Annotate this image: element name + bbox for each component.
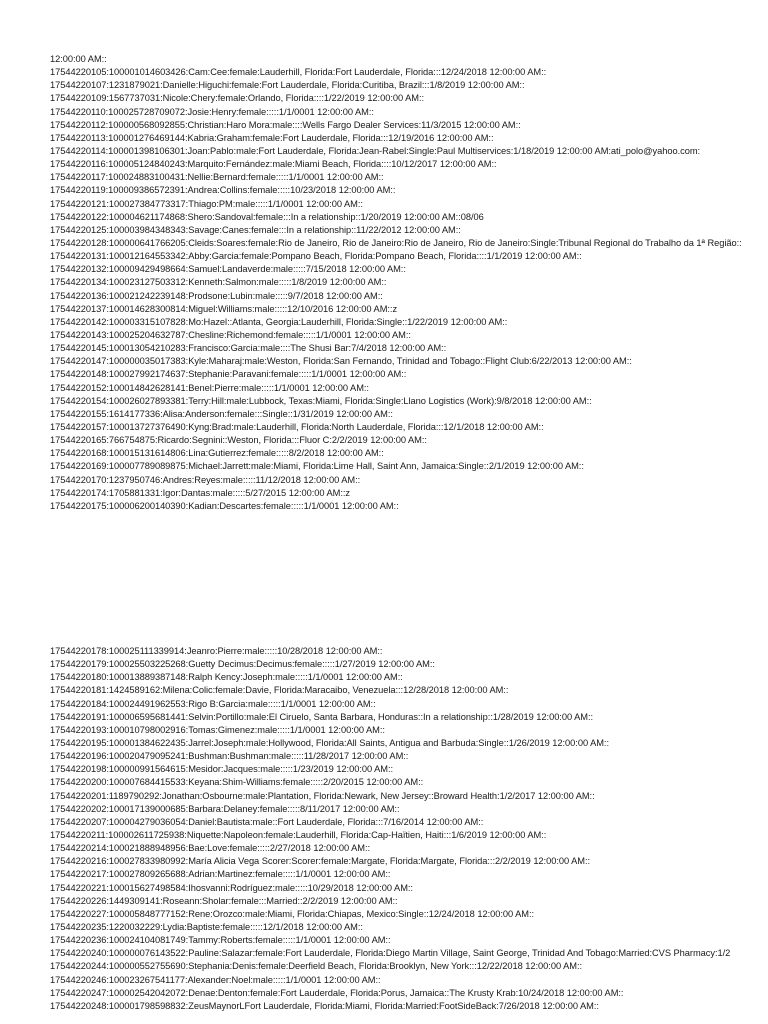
record-line: 17544220105:100001014603426:Cam:Cee:female:Lauderhill, Florida:Fort Lauderdale, Florida:::12/24/2018 12:00:00 AM:: (50, 67, 547, 78)
record-line: 17544220181:1424589162:Milena:Colic:female:Davie, Florida:Maracaibo, Venezuela:::12/28/2018 12:00:00 AM:: (50, 685, 509, 696)
record-line: 17544220119:100009386572391:Andrea:Collins:female:::::10/23/2018 12:00:00 AM:: (50, 185, 396, 196)
record-line: 17544220132:100009429498664:Samuel:Landaverde:male:::::7/15/2018 12:00:00 AM:: (50, 264, 406, 275)
record-line: 12:00:00 AM:: (50, 54, 107, 64)
record-line: 17544220154:100026027893381:Terry:Hill:male:Lubbock, Texas:Miami, Florida:Single:Llano Logistics (Work):9/8/2018 12:00:00 AM:: (50, 395, 592, 406)
record-line: 17544220122:100004621174868:Shero:Sandoval:female:::In a relationship::1/20/2019 12:00:00 AM::08/06 (50, 211, 484, 222)
record-line: 17544220131:100012164553342:Abby:Garcia:female:Pompano Beach, Florida:Pompano Beach, Florida::::1/1/2019 12:00:00 AM:: (50, 251, 582, 262)
record-line: 17544220112:100000568092855:Christian:Haro Mora:male::::Wells Fargo Dealer Services:11/3/2015 12:00:00 AM:: (50, 119, 521, 130)
record-line: 17544220143:100025204632787:Chesline:Richemond:female:::::1/1/0001 12:00:00 AM:: (50, 329, 411, 340)
record-line: 17544220155:1614177336:Alisa:Anderson:female:::Single::1/31/2019 12:00:00 AM:: (50, 408, 393, 419)
record-line: 17544220240:100000076143522:Pauline:Salazar:female:Fort Lauderdale, Florida:Diego Martin Village, Saint George, Trinidad And Tobago:Married:CVS Pharmacy:1/2 (50, 948, 731, 959)
record-line: 17544220236:100024104081749:Tammy:Roberts:female:::::1/1/0001 12:00:00 AM:: (50, 935, 391, 946)
record-line: 17544220175:100006200140390:Kadian:Descartes:female:::::1/1/0001 12:00:00 AM:: (50, 500, 399, 511)
record-line: 17544220226:1449309141:Roseann:Sholar:female:::Married::2/2/2019 12:00:00 AM:: (50, 895, 398, 906)
record-line: 17544220201:1189790292:Jonathan:Osbourne:male:Plantation, Florida:Newark, New Jersey::Broward Health:1/2/2017 12:00:00 AM:: (50, 790, 595, 801)
record-line: 17544220134:100023127503312:Kenneth:Salmon:male:::::1/8/2019 12:00:00 AM:: (50, 277, 387, 288)
record-line: 17544220191:100006595681441:Selvin:Portillo:male:El Ciruelo, Santa Barbara, Honduras::In a relationship::1/28/2019 12:00:00 AM:: (50, 711, 594, 722)
record-line: 17544220214:100021888948956:Bae:Love:female:::::2/27/2018 12:00:00 AM:: (50, 843, 371, 854)
record-line: 17544220152:100014842628141:Benel:Pierre:male:::::1/1/0001 12:00:00 AM:: (50, 382, 369, 393)
record-line: 17544220184:100024491962553:Rigo B:Garcia:male:::::1/1/0001 12:00:00 AM:: (50, 698, 376, 709)
record-line: 17544220200:100007684415533:Keyana:Shim-Williams:female:::::2/20/2015 12:00:00 AM:: (50, 777, 424, 788)
record-line: 17544220168:100015131614806:Lina:Gutierrez:female:::::8/2/2018 12:00:00 AM:: (50, 448, 384, 459)
record-line: 17544220202:100017139000685:Barbara:Delaney:female:::::8/11/2017 12:00:00 AM:: (50, 803, 400, 814)
record-line: 17544220174:1705881331:Igor:Dantas:male:::::5/27/2015 12:00:00 AM::z (50, 487, 351, 498)
record-line: 17544220145:100013054210283:Francisco:Garcia:male::::The Shusi Bar:7/4/2018 12:00:00 AM:: (50, 343, 447, 354)
record-line: 17544220211:100002611725938:Niquette:Napoleon:female:Lauderhill, Florida:Cap-Haïtien, Haiti:::1/6/2019 12:00:00 AM:: (50, 829, 547, 840)
record-line: 17544220169:100007789089875:Michael:Jarrett:male:Miami, Florida:Lime Hall, Saint Ann, Jamaica:Single::2/1/2019 12:00:00 AM:: (50, 461, 584, 472)
record-line: 17544220116:100005124840243:Marquito:Fernández:male:Miami Beach, Florida::::10/12/2017 12:00:00 AM:: (50, 159, 497, 170)
record-line: 17544220113:100001276469144:Kabria:Graham:female:Fort Lauderdale, Florida:::12/19/2016 12:00:00 AM:: (50, 132, 494, 143)
record-line: 17544220198:100000991564615:Mesidor:Jacques:male:::::1/23/2019 12:00:00 AM:: (50, 764, 394, 775)
record-line: 17544220165:766754875:Ricardo:Segnini::Weston, Florida:::Fluor C:2/2/2019 12:00:00 AM:: (50, 435, 427, 446)
record-line: 17544220137:100014628300814:Miguel:Williams:male:::::12/10/2016 12:00:00 AM::z (50, 303, 398, 314)
record-line: 17544220107:1231879021:Danielle:Higuchi:female:Fort Lauderdale, Florida:Curitiba, Brazil:::1/8/2019 12:00:00 AM:: (50, 80, 525, 91)
record-line: 17544220178:100025111339914:Jeanro:Pierre:male:::::10/28/2018 12:00:00 AM:: (50, 646, 383, 656)
record-line: 17544220217:100027809265688:Adrian:Martinez:female:::::1/1/0001 12:00:00 AM:: (50, 869, 391, 880)
record-line: 17544220109:1567737031:Nicole:Chery:female:Orlando, Florida::::1/22/2019 12:00:00 AM:: (50, 93, 425, 104)
record-line: 17544220193:100010798002916:Tomas:Gimenez:male:::::1/1/0001 12:00:00 AM:: (50, 724, 385, 735)
record-line: 17544220247:100002542042072:Denae:Denton:female:Fort Lauderdale, Florida:Porus, Jamaica::The Krusty Krab:10/24/2018 12:00:00 AM:: (50, 987, 624, 998)
record-line: 17544220244:100000552755690:Stephania:Denis:female:Deerfield Beach, Florida:Brooklyn, New York:::12/22/2018 12:00:00 AM:: (50, 961, 583, 972)
record-line: 17544220179:100025503225268:Guetty Decimus:Decimus:female:::::1/27/2019 12:00:00 AM:: (50, 659, 435, 670)
record-line: 17544220246:100023267541177:Alexander:Noel:male:::::1/1/0001 12:00:00 AM:: (50, 974, 381, 985)
record-line: 17544220180:100013889387148:Ralph Kency:Joseph:male:::::1/1/0001 12:00:00 AM:: (50, 672, 403, 683)
record-line: 17544220142:100003315107828:Mo:Hazel::Atlanta, Georgia:Lauderhill, Florida:Single::1/22/2019 12:00:00 AM:: (50, 316, 508, 327)
record-line: 17544220207:100004279036054:Daniel:Bautista:male::Fort Lauderdale, Florida:::7/16/2014 12:00:00 AM:: (50, 816, 484, 827)
record-line: 17544220195:100001384622435:Jarrel:Joseph:male:Hollywood, Florida:All Saints, Antigua and Barbuda:Single::1/26/2019 12:00:00 AM:: (50, 737, 609, 748)
record-line: 17544220216:100027833980992:María Alicia Vega Scorer:Scorer:female:Margate, Florida:Margate, Florida:::2/2/2019 12:00:00 AM:: (50, 856, 591, 867)
record-line: 17544220136:100021242239148:Prodsone:Lubin:male:::::9/7/2018 12:00:00 AM:: (50, 290, 383, 301)
record-line: 17544220121:100027384773317:Thiago:PM:male:::::1/1/0001 12:00:00 AM:: (50, 198, 363, 209)
record-line: 17544220117:100024883100431:Nellie:Bernard:female:::::1/1/0001 12:00:00 AM:: (50, 172, 384, 183)
record-line: 17544220248:100001798598832:ZeusMaynorLFort Lauderdale, Florida:Miami, Florida:Married:FootSideBack:7/26/2018 12:00:00 AM:: (50, 1000, 599, 1011)
record-line: 17544220147:100000035017383:Kyle:Maharaj:male:Weston, Florida:San Fernando, Trinidad and Tobago::Flight Club:6/22/2013 12:00:00 AM:: (50, 356, 632, 367)
record-line: 17544220125:100003984348343:Savage:Canes:female:::In a relationship::11/22/2012 12:00:00 AM:: (50, 224, 461, 235)
record-line: 17544220110:100025728709072:Josie:Henry:female:::::1/1/0001 12:00:00 AM:: (50, 106, 374, 117)
record-block-1 (50, 53, 768, 513)
record-line: 17544220128:100000641766205:Cleids:Soares:female:Rio de Janeiro, Rio de Janeiro:Rio de Janeiro, Rio de Janeiro:Single:Tribunal Regional do Trabalho da 1ª Região:: (50, 237, 742, 248)
record-line: 17544220227:100005848777152:Rene:Orozco:male:Miami, Florida:Chiapas, Mexico:Single::12/24/2018 12:00:00 AM:: (50, 908, 535, 919)
record-line: 17544220114:100001398106301:Joan:Pablo:male:Fort Lauderdale, Florida:Jean-Rabel:Single:Paul Multiservices:1/18/2019 12:00:00 AM:ati_polo@yahoo.com: (50, 145, 701, 156)
record-line: 17544220148:100027992174637:Stephanie:Paravani:female:::::1/1/0001 12:00:00 AM:: (50, 369, 407, 380)
record-line: 17544220157:100013727376490:Kyng:Brad:male:Lauderhill, Florida:North Lauderdale, Florida:::12/1/2018 12:00:00 AM:: (50, 421, 544, 432)
record-line: 17544220196:100020479095241:Bushman:Bushman:male:::::11/28/2017 12:00:00 AM:: (50, 751, 409, 762)
record-line: 17544220221:100015627498584:Ihosvanni:Rodríguez:male:::::10/29/2018 12:00:00 AM:: (50, 882, 413, 893)
record-block-2 (50, 645, 768, 1013)
record-line: 17544220235:1220032229:Lydia:Baptiste:female:::::12/1/2018 12:00:00 AM:: (50, 921, 363, 932)
record-line: 17544220170:1237950746:Andres:Reyes:male:::::11/12/2018 12:00:00 AM:: (50, 474, 361, 485)
